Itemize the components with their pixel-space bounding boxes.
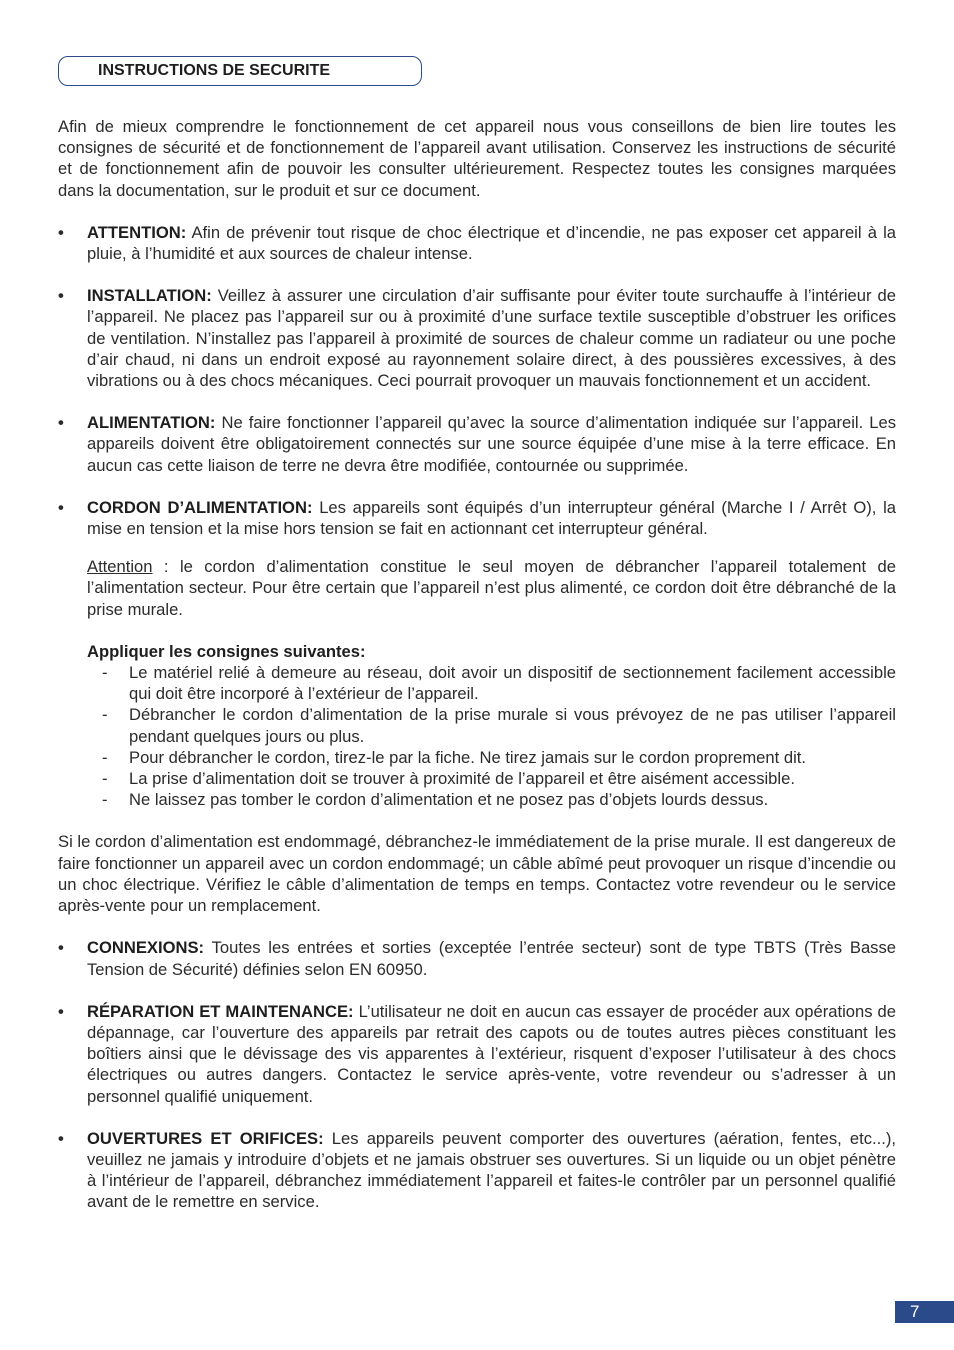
- intro-paragraph: Afin de mieux comprendre le fonctionnement de cet appareil nous vous conseillons de bien lire toutes les consignes de sécurité et de fonctionnement de l’appareil avant utilisation. Conservez les instructions de sécurité et de fonctionnement afin de pouvoir les consulter ultérieurement. Respectez toutes les consignes marquées dans la documentation, sur le produit et sur ce document.: [58, 117, 896, 200]
- section-title: INSTRUCTIONS DE SECURITE: [98, 62, 331, 79]
- list-item: - Pour débrancher le cordon, tirez-le par la fiche. Ne tirez jamais sur le cordon proprement dit.: [102, 747, 806, 767]
- list-item: - Le matériel relié à demeure au réseau, doit avoir un dispositif de sectionnement facilement accessible qui doit être incorporé à l’extérieur de l’appareil.: [102, 663, 896, 704]
- list-item: - Ne laissez pas tomber le cordon d’alimentation et ne posez pas d’objets lourds dessus.: [102, 790, 769, 810]
- bullet-alimentation: [58, 412, 896, 476]
- bullet-installation-text: INSTALLATION: Veillez à assurer une circulation d’air suffisante pour éviter toute surchauffe à l’intérieur de l’appareil. Ne placez pas l’appareil sur ou à proximité d’une surface textile susceptible d’obstruer les orifices de ventilation. N’installez pas l’appareil à proximité de sources de chaleur comme un radiateur ou une poche d’air chaud, ni dans un endroit exposé au rayonnement solaire direct, à des poussières excessives, à des vibrations ou à des chocs mécaniques. Ceci pourrait provoquer un mauvais fonctionnement et un accident.: [87, 286, 896, 391]
- bullet-marker: •: [58, 413, 64, 433]
- page-number: 7: [895, 1301, 954, 1323]
- bullet-connexions-title: CONNEXIONS:: [87, 938, 205, 958]
- damaged-cord-paragraph: Si le cordon d’alimentation est endommagé, débranchez-le immédiatement de la prise murale. Il est dangereux de faire fonctionner un appareil avec un cordon endommagé; un câble abîmé peut provoquer un risque d’incendie ou un choc électrique. Vérifiez le câble d’alimentation de temps en temps. Contactez votre revendeur ou le service après-vente pour un remplacement.: [58, 832, 896, 916]
- bullet-marker: •: [58, 938, 64, 958]
- bullet-marker: •: [58, 1128, 64, 1148]
- bullet-marker: •: [58, 497, 64, 517]
- list-item: - La prise d’alimentation doit se trouver à proximité de l’appareil et être aisément accessible.: [102, 769, 795, 789]
- bullet-marker: •: [58, 286, 64, 306]
- consignes-heading: Appliquer les consignes suivantes:: [87, 641, 366, 661]
- bullet-attention-text: ATTENTION: Afin de prévenir tout risque de choc électrique et d’incendie, ne pas exposer cet appareil à la pluie, à l’humidité et aux sources de chaleur intense.: [87, 222, 896, 264]
- document-body: [58, 116, 896, 1234]
- list-item: - Débrancher le cordon d’alimentation de la prise murale si vous prévoyez de ne pas utiliser l’appareil pendant quelques jours ou plus.: [102, 705, 896, 746]
- bullet-alimentation-text: ALIMENTATION: Ne faire fonctionner l’appareil qu’avec la source d’alimentation indiquée sur l’appareil. Les appareils doivent être obligatoirement connectés sur une source équipée d’une mise à la terre efficace. En aucun cas cette liaison de terre ne devra être modifiée, contournée ou supprimée.: [87, 413, 896, 475]
- consignes-list: [58, 662, 896, 810]
- consignes-block: [58, 641, 896, 662]
- bullet-attention: [58, 222, 896, 264]
- bullet-cordon: [58, 497, 896, 539]
- bullet-attention-title: ATTENTION:: [87, 222, 187, 242]
- bullet-ouvertures: [58, 1128, 896, 1213]
- attention-note-text: : le cordon d’alimentation constitue le seul moyen de débrancher l’appareil totalement de l’alimentation secteur. Pour être certain que l’appareil n’est plus alimenté, ce cordon doit être débranché de la prise murale.: [87, 557, 896, 619]
- bullet-connexions: [58, 937, 896, 979]
- bullet-reparation-text: RÉPARATION ET MAINTENANCE: L’utilisateur ne doit en aucun cas essayer de procéder aux opérations de dépannage, car l’ouverture des appareils par retrait des capots ou de toutes autres pièces constituant les boîtiers ainsi que le dévissage des vis apparentes à l’extérieur, risquent d’exposer l’utilisateur à des chocs électriques ou autres dangers. Contactez le service après-vente, votre revendeur ou s’adresser à un personnel qualifié uniquement.: [87, 1001, 896, 1106]
- bullet-reparation: [58, 1001, 896, 1107]
- bullet-marker: •: [58, 1001, 64, 1021]
- bullet-cordon-text: CORDON D’ALIMENTATION: Les appareils sont équipés d’un interrupteur général (Marche I / Arrêt O), la mise en tension et la mise hors tension se fait en actionnant cet interrupteur général.: [87, 497, 897, 539]
- bullet-cordon-title: CORDON D’ALIMENTATION:: [87, 497, 313, 517]
- bullet-ouvertures-title: OUVERTURES ET ORIFICES:: [87, 1128, 324, 1148]
- bullet-installation-title: INSTALLATION:: [87, 286, 212, 306]
- bullet-alimentation-title: ALIMENTATION:: [87, 413, 216, 433]
- bullet-ouvertures-text: OUVERTURES ET ORIFICES: Les appareils peuvent comporter des ouvertures (aération, fentes, etc...), veuillez ne jamais y introduire d’objets et ne jamais obstruer ses ouvertures. Si un liquide ou un objet pénètre à l’intérieur de l’appareil, débranchez immédiatement l’appareil et faites-le contrôler par un personnel qualifié avant de le remettre en service.: [87, 1128, 896, 1212]
- bullet-connexions-text: CONNEXIONS: Toutes les entrées et sorties (exceptée l’entrée secteur) sont de type TBTS (Très Basse Tension de Sécurité) définies selon EN 60950.: [87, 938, 896, 979]
- bullet-marker: •: [58, 222, 64, 242]
- bullet-reparation-title: RÉPARATION ET MAINTENANCE:: [87, 1001, 354, 1021]
- cordon-attention-note: [58, 556, 896, 620]
- attention-underlined-label: Attention: [87, 557, 153, 577]
- bullet-installation: [58, 285, 896, 391]
